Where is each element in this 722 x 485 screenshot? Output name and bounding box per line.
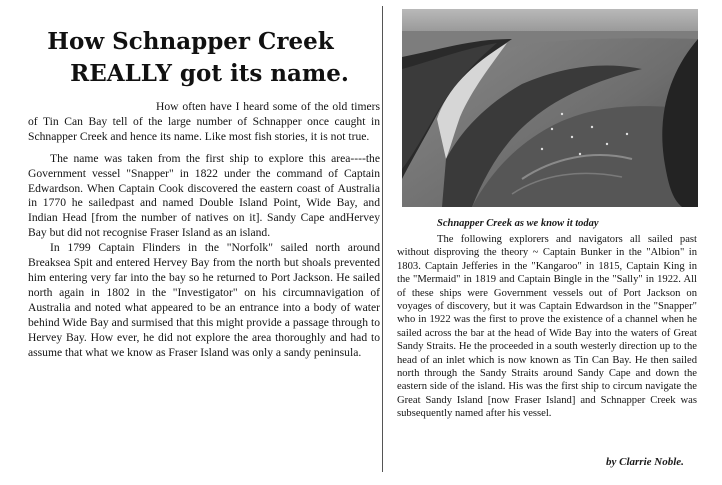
- column-divider: [382, 6, 383, 472]
- aerial-photo: [402, 9, 698, 207]
- aerial-photo-image: [402, 9, 698, 207]
- paragraph-name-origin: The name was taken from the first ship to explore this area----the Government vessel "Snapper" in 1822 under the command of Captain Edwardson. When Captain Cook discovered the eastern coast of Australia in 1770 he sailedpast and named Double Island Point, Wide Bay, and Indian Head [from the number of natives on it]. Sandy Cape andHervey Bay but did not recognise Fraser Island as an island.: [28, 151, 380, 240]
- left-column: [6, 0, 381, 485]
- paragraph-explorers: The following explorers and navigators all sailed past without disproving the theory ~ Captain Bunker in the "Albion" in 1803. Captain Jefferies in the "Kangaroo" in 1815, Captain King in the "Mermaid" in 1819 and Captain Bingle in the "Sally" in 1922. All of these ships were Government vessels out of Port Jackson on voyages of discovery, but it was Captain Edwardson in the "Snapper" who in 1922 was the first to prove the existence of a channel when he sailed across the bar at the head of Wide Bay into the waters of Great Sandy Straits. He the proceeded in a south westerly direction up to the head of an inlet which is now known as Tin Can Bay. He then sailed north through the Sandy Straits around Sandy Cape and down the eastern side of the island. His was the first ship to circum navigate the Great Sandy Island [now Fraser Island] and Schnapper Creek was subsequently named after his vessel.: [397, 234, 697, 420]
- paragraph-intro: How often have I heard some of the old timers of Tin Can Bay tell of the large number of Schnapper once caught in Schnapper Creek and hence its name. Like most fish stories, it is not true.: [28, 100, 380, 143]
- paragraph-flinders: In 1799 Captain Flinders in the "Norfolk" sailed north around Breaksea Spit and entered Hervey Bay from the north but shoals prevented him entering very far into the bay so he returned to Port Jackson. He sailed north again in 1802 in the "Investigator" on his circumnavigation of Australia and noted what appeared to be an entrance into a body of water behind Wide Bay and surmised that this might provide a passage through to Hervey Bay. How ever, he did not explore the area thoroughly and had to assume that what we know as Fraser Island was only a sandy peninsula.: [28, 241, 380, 359]
- photo-caption: Schnapper Creek as we know it today: [437, 218, 599, 229]
- author-byline: by Clarrie Noble.: [606, 456, 684, 468]
- headline-line-2: REALLY got its name.: [70, 60, 349, 87]
- article-body-left: [28, 100, 380, 360]
- article-headline: [28, 26, 373, 90]
- headline-line-1: How Schnapper Creek: [47, 28, 334, 55]
